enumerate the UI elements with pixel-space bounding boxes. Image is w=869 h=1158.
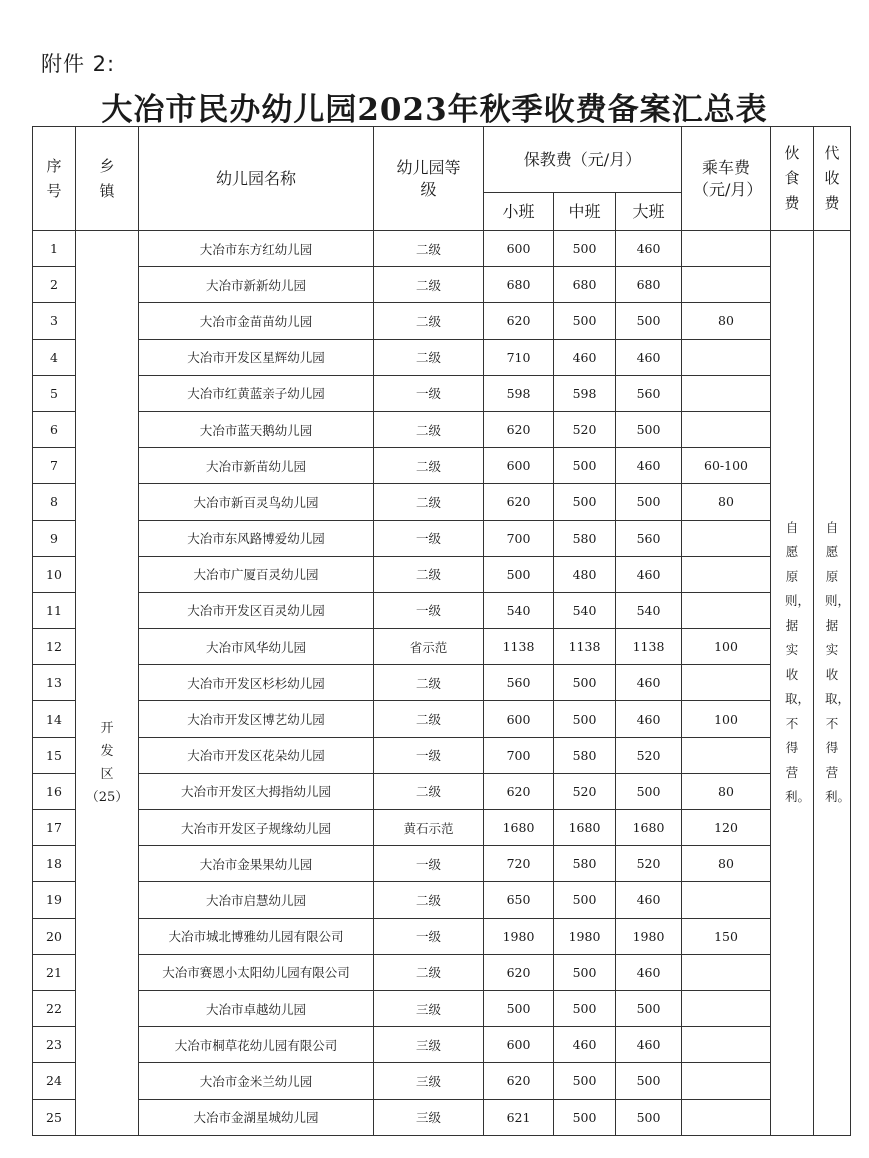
row-index: 3 (33, 303, 76, 339)
header-proxy-text: 代收费 (824, 144, 840, 212)
fee-small: 620 (484, 303, 554, 339)
fee-bus: 120 (682, 810, 771, 846)
fee-middle: 500 (554, 1063, 616, 1099)
header-town-text: 乡镇 (99, 156, 115, 200)
table-row (33, 1063, 851, 1099)
kindergarten-grade: 二级 (374, 773, 484, 809)
kindergarten-name: 大冶市新苗幼儿园 (139, 448, 374, 484)
kindergarten-name: 大冶市金果果幼儿园 (139, 846, 374, 882)
kindergarten-grade: 一级 (374, 737, 484, 773)
fee-middle: 580 (554, 737, 616, 773)
fee-middle: 500 (554, 882, 616, 918)
header-bus-text: 乘车费（元/月） (693, 157, 763, 199)
proxy-note-cell (814, 231, 851, 1136)
kindergarten-grade: 三级 (374, 1099, 484, 1135)
kindergarten-name: 大冶市金苗苗幼儿园 (139, 303, 374, 339)
header-grade-text: 幼儿园等级 (396, 157, 461, 199)
kindergarten-name: 大冶市启慧幼儿园 (139, 882, 374, 918)
kindergarten-grade: 二级 (374, 701, 484, 737)
row-index: 16 (33, 773, 76, 809)
fee-small: 680 (484, 267, 554, 303)
fee-small: 600 (484, 231, 554, 267)
row-index: 2 (33, 267, 76, 303)
table-row (33, 592, 851, 628)
fee-large: 500 (616, 1099, 682, 1135)
fee-middle: 500 (554, 231, 616, 267)
fee-middle: 1980 (554, 918, 616, 954)
fee-large: 460 (616, 882, 682, 918)
fee-large: 500 (616, 484, 682, 520)
fee-middle: 580 (554, 520, 616, 556)
fee-middle: 598 (554, 375, 616, 411)
row-index: 19 (33, 882, 76, 918)
fee-bus (682, 375, 771, 411)
fee-small: 650 (484, 882, 554, 918)
row-index: 22 (33, 990, 76, 1026)
fee-large: 540 (616, 592, 682, 628)
header-tuition: 保教费（元/月） (484, 127, 682, 193)
kindergarten-grade: 省示范 (374, 629, 484, 665)
row-index: 24 (33, 1063, 76, 1099)
fee-middle: 1680 (554, 810, 616, 846)
row-index: 12 (33, 629, 76, 665)
fee-small: 540 (484, 592, 554, 628)
table-row (33, 1099, 851, 1135)
fee-small: 700 (484, 737, 554, 773)
fee-small: 620 (484, 484, 554, 520)
fee-large: 460 (616, 339, 682, 375)
fee-bus (682, 267, 771, 303)
kindergarten-grade: 三级 (374, 1027, 484, 1063)
fee-bus (682, 592, 771, 628)
fee-bus (682, 990, 771, 1026)
fee-middle: 580 (554, 846, 616, 882)
fee-large: 520 (616, 846, 682, 882)
header-small: 小班 (484, 193, 554, 231)
fee-middle: 500 (554, 1099, 616, 1135)
fee-small: 621 (484, 1099, 554, 1135)
meal-note-cell (771, 231, 814, 1136)
header-index-text: 序号 (46, 156, 62, 200)
table-row (33, 339, 851, 375)
fee-large: 560 (616, 375, 682, 411)
kindergarten-name: 大冶市开发区子规缘幼儿园 (139, 810, 374, 846)
fee-small: 620 (484, 773, 554, 809)
kindergarten-grade: 一级 (374, 375, 484, 411)
page-title: 大冶市民办幼儿园2023年秋季收费备案汇总表 (101, 92, 768, 128)
fee-bus (682, 231, 771, 267)
fee-middle: 500 (554, 303, 616, 339)
fee-bus: 60-100 (682, 448, 771, 484)
table-row (33, 411, 851, 447)
kindergarten-grade: 一级 (374, 918, 484, 954)
kindergarten-name: 大冶市风华幼儿园 (139, 629, 374, 665)
header-index (33, 127, 76, 231)
row-index: 25 (33, 1099, 76, 1135)
row-index: 8 (33, 484, 76, 520)
fee-middle: 540 (554, 592, 616, 628)
table-row (33, 1027, 851, 1063)
proxy-note: 自愿原则，据实收取，不得营利。 (825, 519, 851, 805)
fee-large: 460 (616, 1027, 682, 1063)
table-row (33, 737, 851, 773)
header-meal (771, 127, 814, 231)
kindergarten-name: 大冶市金湖星城幼儿园 (139, 1099, 374, 1135)
table-row (33, 231, 851, 267)
kindergarten-name: 大冶市赛恩小太阳幼儿园有限公司 (139, 954, 374, 990)
row-index: 5 (33, 375, 76, 411)
row-index: 11 (33, 592, 76, 628)
kindergarten-grade: 二级 (374, 665, 484, 701)
fee-bus: 80 (682, 484, 771, 520)
fee-middle: 500 (554, 990, 616, 1026)
fee-middle: 520 (554, 411, 616, 447)
kindergarten-grade: 三级 (374, 1063, 484, 1099)
kindergarten-grade: 二级 (374, 448, 484, 484)
fee-bus: 80 (682, 846, 771, 882)
fee-large: 500 (616, 990, 682, 1026)
kindergarten-name: 大冶市开发区花朵幼儿园 (139, 737, 374, 773)
fee-large: 500 (616, 303, 682, 339)
town-count: （25） (85, 789, 129, 805)
fee-large: 1138 (616, 629, 682, 665)
fee-small: 1680 (484, 810, 554, 846)
fee-middle: 500 (554, 484, 616, 520)
meal-note: 自愿原则，据实收取，不得营利。 (785, 519, 811, 805)
table-row (33, 773, 851, 809)
row-index: 7 (33, 448, 76, 484)
row-index: 6 (33, 411, 76, 447)
kindergarten-grade: 二级 (374, 484, 484, 520)
header-meal-text: 伙食费 (784, 144, 800, 212)
fee-large: 1980 (616, 918, 682, 954)
header-large: 大班 (616, 193, 682, 231)
town-cell (76, 231, 139, 1136)
fee-middle: 500 (554, 665, 616, 701)
kindergarten-grade: 二级 (374, 882, 484, 918)
fee-large: 460 (616, 665, 682, 701)
row-index: 23 (33, 1027, 76, 1063)
fee-middle: 520 (554, 773, 616, 809)
table-row (33, 303, 851, 339)
kindergarten-grade: 一级 (374, 846, 484, 882)
kindergarten-grade: 一级 (374, 592, 484, 628)
fee-large: 460 (616, 556, 682, 592)
kindergarten-grade: 二级 (374, 556, 484, 592)
fee-small: 620 (484, 1063, 554, 1099)
fee-large: 460 (616, 954, 682, 990)
kindergarten-name: 大冶市开发区百灵幼儿园 (139, 592, 374, 628)
fee-middle: 460 (554, 1027, 616, 1063)
table-row (33, 846, 851, 882)
kindergarten-name: 大冶市开发区大拇指幼儿园 (139, 773, 374, 809)
fee-small: 620 (484, 954, 554, 990)
fee-small: 1138 (484, 629, 554, 665)
fee-bus (682, 954, 771, 990)
town-name: 开发区 (100, 720, 114, 782)
row-index: 21 (33, 954, 76, 990)
row-index: 4 (33, 339, 76, 375)
fee-small: 560 (484, 665, 554, 701)
fee-bus (682, 665, 771, 701)
row-index: 10 (33, 556, 76, 592)
kindergarten-grade: 黄石示范 (374, 810, 484, 846)
row-index: 13 (33, 665, 76, 701)
fee-large: 500 (616, 1063, 682, 1099)
header-bus (682, 127, 771, 231)
fee-bus (682, 556, 771, 592)
table-row (33, 665, 851, 701)
kindergarten-name: 大冶市金米兰幼儿园 (139, 1063, 374, 1099)
fee-large: 460 (616, 448, 682, 484)
fee-large: 680 (616, 267, 682, 303)
fee-large: 560 (616, 520, 682, 556)
fee-large: 500 (616, 773, 682, 809)
table-row (33, 810, 851, 846)
fee-middle: 460 (554, 339, 616, 375)
table-row (33, 629, 851, 665)
row-index: 17 (33, 810, 76, 846)
row-index: 14 (33, 701, 76, 737)
fee-small: 600 (484, 448, 554, 484)
kindergarten-grade: 一级 (374, 520, 484, 556)
row-index: 9 (33, 520, 76, 556)
kindergarten-grade: 二级 (374, 954, 484, 990)
kindergarten-name: 大冶市新新幼儿园 (139, 267, 374, 303)
fee-small: 598 (484, 375, 554, 411)
table-row (33, 882, 851, 918)
kindergarten-name: 大冶市城北博雅幼儿园有限公司 (139, 918, 374, 954)
fee-bus (682, 411, 771, 447)
fee-bus (682, 737, 771, 773)
row-index: 20 (33, 918, 76, 954)
fee-small: 710 (484, 339, 554, 375)
table-header (33, 127, 851, 231)
header-middle: 中班 (554, 193, 616, 231)
kindergarten-grade: 二级 (374, 339, 484, 375)
fee-middle: 500 (554, 448, 616, 484)
fee-bus: 150 (682, 918, 771, 954)
fee-large: 460 (616, 701, 682, 737)
row-index: 18 (33, 846, 76, 882)
fee-bus (682, 339, 771, 375)
fee-small: 1980 (484, 918, 554, 954)
fee-bus: 100 (682, 629, 771, 665)
fee-middle: 680 (554, 267, 616, 303)
fee-bus (682, 1027, 771, 1063)
kindergarten-grade: 二级 (374, 231, 484, 267)
table-row (33, 448, 851, 484)
fee-bus (682, 1099, 771, 1135)
table-body (33, 231, 851, 1136)
kindergarten-name: 大冶市开发区博艺幼儿园 (139, 701, 374, 737)
kindergarten-name: 大冶市开发区杉杉幼儿园 (139, 665, 374, 701)
fee-bus (682, 520, 771, 556)
kindergarten-name: 大冶市东风路博爱幼儿园 (139, 520, 374, 556)
table-row (33, 267, 851, 303)
kindergarten-name: 大冶市红黄蓝亲子幼儿园 (139, 375, 374, 411)
fee-small: 500 (484, 990, 554, 1026)
table-row (33, 918, 851, 954)
header-name: 幼儿园名称 (139, 127, 374, 231)
row-index: 15 (33, 737, 76, 773)
table-row (33, 954, 851, 990)
fee-large: 1680 (616, 810, 682, 846)
kindergarten-name: 大冶市东方红幼儿园 (139, 231, 374, 267)
fee-small: 720 (484, 846, 554, 882)
kindergarten-name: 大冶市蓝天鹅幼儿园 (139, 411, 374, 447)
header-grade (374, 127, 484, 231)
kindergarten-grade: 二级 (374, 303, 484, 339)
fee-table (32, 126, 851, 1136)
kindergarten-grade: 二级 (374, 267, 484, 303)
fee-small: 600 (484, 1027, 554, 1063)
attachment-label: 附件 2: (41, 52, 116, 76)
header-proxy (814, 127, 851, 231)
fee-middle: 500 (554, 954, 616, 990)
fee-large: 520 (616, 737, 682, 773)
kindergarten-name: 大冶市卓越幼儿园 (139, 990, 374, 1026)
kindergarten-grade: 三级 (374, 990, 484, 1026)
fee-small: 500 (484, 556, 554, 592)
fee-middle: 1138 (554, 629, 616, 665)
table-row (33, 701, 851, 737)
fee-bus: 80 (682, 773, 771, 809)
table-row (33, 990, 851, 1026)
fee-bus: 100 (682, 701, 771, 737)
fee-bus (682, 882, 771, 918)
row-index: 1 (33, 231, 76, 267)
kindergarten-name: 大冶市桐草花幼儿园有限公司 (139, 1027, 374, 1063)
fee-small: 700 (484, 520, 554, 556)
fee-middle: 480 (554, 556, 616, 592)
fee-small: 620 (484, 411, 554, 447)
fee-large: 460 (616, 231, 682, 267)
kindergarten-grade: 二级 (374, 411, 484, 447)
kindergarten-name: 大冶市广厦百灵幼儿园 (139, 556, 374, 592)
table-row (33, 375, 851, 411)
table-row (33, 556, 851, 592)
table-row (33, 484, 851, 520)
kindergarten-name: 大冶市开发区星辉幼儿园 (139, 339, 374, 375)
table-row (33, 520, 851, 556)
fee-large: 500 (616, 411, 682, 447)
fee-bus (682, 1063, 771, 1099)
kindergarten-name: 大冶市新百灵鸟幼儿园 (139, 484, 374, 520)
fee-small: 600 (484, 701, 554, 737)
fee-middle: 500 (554, 701, 616, 737)
header-town (76, 127, 139, 231)
fee-bus: 80 (682, 303, 771, 339)
